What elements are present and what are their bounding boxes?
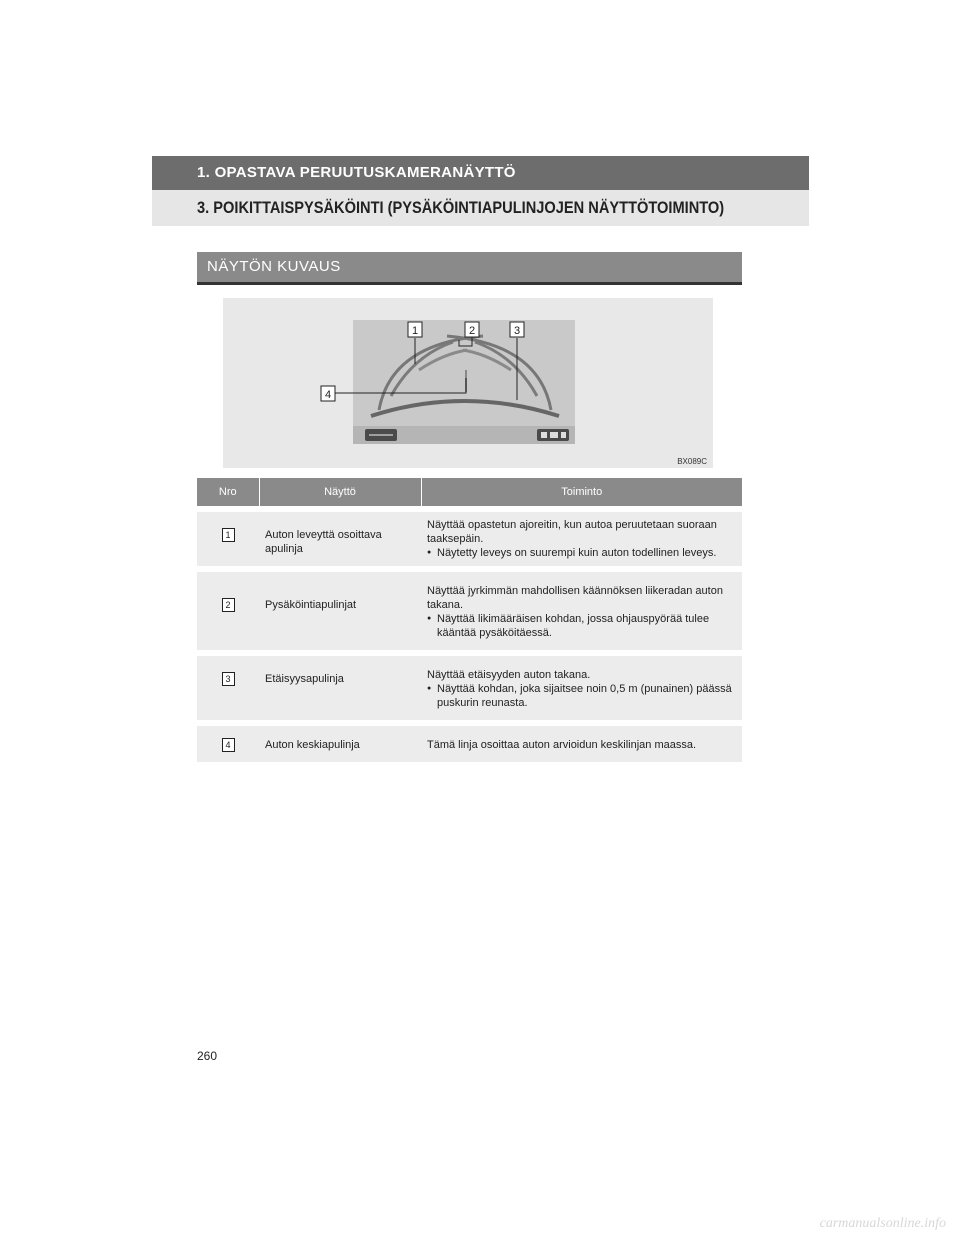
chapter-title: 1. OPASTAVA PERUUTUSKAMERANÄYTTÖ [197,164,516,181]
callout-label-2: 2 [468,325,476,337]
row-function-bullet: ● Näyttää kohdan, joka sijaitsee noin 0,5 m (punainen) päässä puskurin reunasta. [427,682,736,710]
row-display-name: Pysäköintiapulinjat [265,599,357,611]
row-display-name: Etäisyysapulinja [265,673,344,685]
header-toiminto: Toiminto [421,478,742,509]
chapter-header [152,156,809,190]
row-display-name: Auton keskiapulinja [265,739,360,751]
section-divider [197,282,742,285]
row-function-text: Näyttää opastetun ajoreitin, kun autoa peruutetaan suoraan taaksepäin. [427,519,717,545]
row-number: 3 [222,672,235,686]
row-number: 4 [222,738,235,752]
table-header-row [197,478,742,509]
callout-label-4: 4 [324,389,332,401]
camera-display-illustration [223,298,713,468]
callout-label-3: 3 [513,325,521,337]
section-header [152,190,809,226]
header-nro: Nro [197,478,259,509]
header-naytto: Näyttö [259,478,421,509]
camera-display-figure [223,298,713,468]
table-row [197,723,742,762]
row-function-text: Näyttää etäisyyden auton takana. [427,669,591,681]
table-row [197,569,742,653]
table-row [197,653,742,723]
row-function-text: Näyttää jyrkimmän mahdollisen käännöksen liikeradan auton takana. [427,585,723,611]
row-function-text: Tämä linja osoittaa auton arvioidun keskilinjan maassa. [427,739,697,751]
table-row [197,509,742,569]
section-title [197,252,742,282]
description-table [197,478,742,762]
watermark: carmanualsonline.info [819,1216,946,1231]
section-header-title: 3. POIKITTAISPYSÄKÖINTI (PYSÄKÖINTIAPULINJOJEN NÄYTTÖTOIMINTO) [197,198,725,217]
row-display-name: Auton leveyttä osoittava apulinja [265,529,382,555]
row-number: 1 [222,528,235,542]
row-function-bullet: ● Näytetty leveys on suurempi kuin auton todellinen leveys. [427,546,736,560]
row-function-bullet: ● Näyttää likimääräisen kohdan, jossa ohjauspyörää tulee kääntää pysäköitäessä. [427,612,736,640]
page-number: 260 [197,1049,218,1063]
figure-code: BX089C [677,457,707,466]
callout-label-1: 1 [411,325,419,337]
section-title-text: NÄYTÖN KUVAUS [207,258,341,275]
row-number: 2 [222,598,235,612]
